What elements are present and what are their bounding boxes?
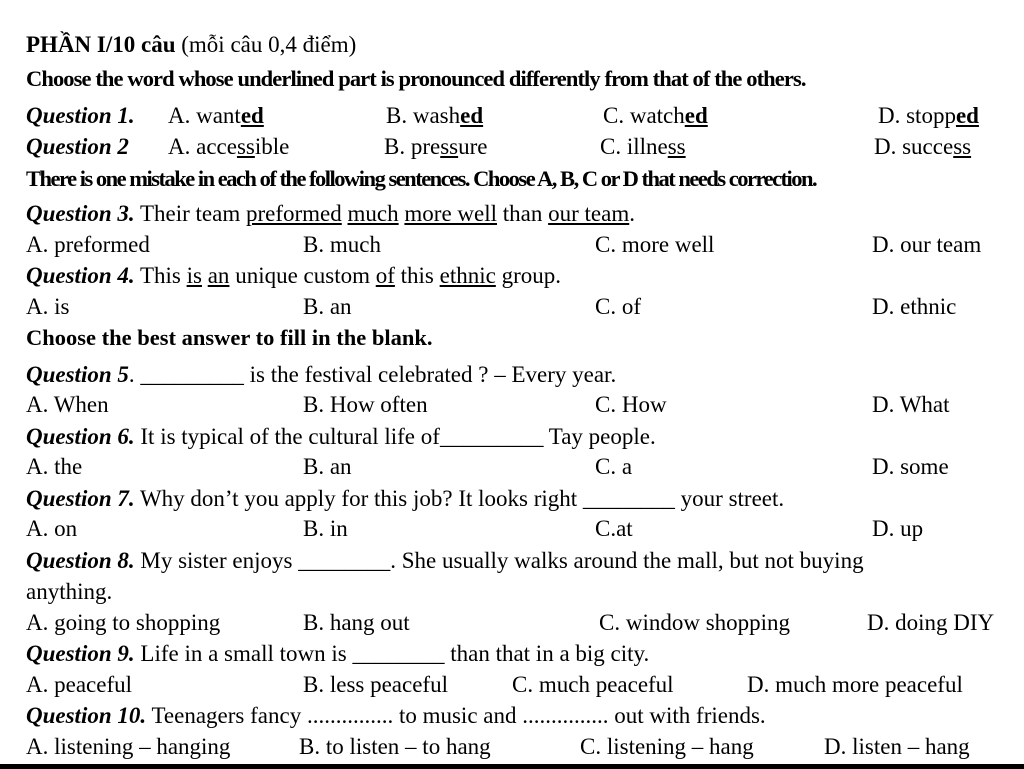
bottom-border <box>0 764 1024 769</box>
question-10-stem: Question 10. Teenagers fancy ............... to music and ............... out with friends. <box>26 703 766 728</box>
question-6-option-c: C. a <box>595 454 633 479</box>
section-title-points: (mỗi câu 0,4 điểm) <box>175 32 357 57</box>
question-10-blank-1: ............... <box>306 703 394 728</box>
question-8-stem-continued: anything. <box>26 579 113 604</box>
question-8-option-d: D. doing DIY <box>867 610 995 635</box>
question-8-option-a: A. going to shopping <box>26 610 221 635</box>
question-8-label: Question 8. <box>26 548 135 573</box>
question-6-blank: _________ <box>439 424 544 449</box>
question-6-option-b: B. an <box>303 454 352 479</box>
question-2-option-d: D. success <box>874 134 972 159</box>
question-8-option-b: B. hang out <box>303 610 410 635</box>
question-2-label: Question 2 <box>26 134 129 159</box>
question-7-option-d: D. up <box>872 516 924 541</box>
question-3-stem: Question 3. Their team preformed much more well than our team. <box>26 201 635 226</box>
question-1-row <box>26 102 1018 130</box>
question-9-blank: ________ <box>352 641 445 666</box>
question-2-option-b: B. pressure <box>384 134 488 159</box>
question-5-option-a: A. When <box>26 392 109 417</box>
question-10-option-b: B. to listen – to hang <box>299 734 491 759</box>
question-4-option-c: C. of <box>595 294 641 319</box>
question-4-label: Question 4. <box>26 263 135 288</box>
question-1-option-c: C. watched <box>603 103 708 128</box>
question-7-option-a: A. on <box>26 516 78 541</box>
section-title <box>26 31 1018 59</box>
question-6-stem: Question 6. It is typical of the cultural life of_________ Tay people. <box>26 424 656 449</box>
question-7-option-c: C.at <box>595 516 633 541</box>
question-9-label: Question 9. <box>26 641 135 666</box>
question-5-blank: _________ <box>140 362 244 387</box>
question-5-option-c: C. How <box>595 392 667 417</box>
question-5-option-d: D. What <box>872 392 950 417</box>
question-7-label: Question 7. <box>26 486 135 511</box>
instruction-mistake: There is one mistake in each of the following sentences. Choose A, B, C or D that needs correction. <box>26 166 817 191</box>
question-9-option-d: D. much more peaceful <box>747 672 963 697</box>
question-9-option-b: B. less peaceful <box>303 672 448 697</box>
question-3-label: Question 3. <box>26 201 135 226</box>
instruction-pronunciation: Choose the word whose underlined part is pronounced differently from that of the others. <box>26 66 806 91</box>
question-3-option-b: B. much <box>303 232 381 257</box>
question-1-label: Question 1. <box>26 103 135 128</box>
question-3-option-a: A. preformed <box>26 232 150 257</box>
question-10-option-c: C. listening – hang <box>580 734 754 759</box>
question-2-option-a: A. accessible <box>168 134 290 159</box>
question-4-option-d: D. ethnic <box>872 294 957 319</box>
question-1-option-d: D. stopped <box>878 103 979 128</box>
question-5-stem: Question 5. _________ is the festival celebrated ? – Every year. <box>26 362 617 387</box>
question-4-option-a: A. is <box>26 294 70 319</box>
question-3-option-c: C. more well <box>595 232 715 257</box>
question-8-blank: ________ <box>298 548 391 573</box>
question-5-option-b: B. How often <box>303 392 428 417</box>
question-4-option-b: B. an <box>303 294 352 319</box>
instruction-fill-blank: Choose the best answer to fill in the blank. <box>26 325 433 350</box>
question-1-option-a: A. wanted <box>168 103 264 128</box>
question-10-label: Question 10. <box>26 703 147 728</box>
question-6-label: Question 6. <box>26 424 135 449</box>
question-6-option-d: D. some <box>872 454 949 479</box>
question-7-stem: Question 7. Why don’t you apply for this job? It looks right ________ your street. <box>26 486 785 511</box>
question-10-blank-2: ............... <box>522 703 609 728</box>
question-9-stem: Question 9. Life in a small town is ________ than that in a big city. <box>26 641 650 666</box>
question-10-option-a: A. listening – hanging <box>26 734 231 759</box>
question-5-label: Question 5 <box>26 362 129 387</box>
question-4-stem: Question 4. This is an unique custom of this ethnic group. <box>26 263 562 288</box>
question-8-option-c: C. window shopping <box>599 610 791 635</box>
question-9-option-a: A. peaceful <box>26 672 132 697</box>
question-7-option-b: B. in <box>303 516 348 541</box>
section-title-bold: PHẦN I/10 câu <box>26 32 176 57</box>
question-8-stem: Question 8. My sister enjoys ________. She usually walks around the mall, but not buying <box>26 548 864 573</box>
question-7-blank: ________ <box>582 486 675 511</box>
question-2-option-c: C. illness <box>600 134 686 159</box>
question-3-option-d: D. our team <box>872 232 982 257</box>
question-2-row <box>26 133 1018 161</box>
question-10-option-d: D. listen – hang <box>824 734 970 759</box>
question-9-option-c: C. much peaceful <box>512 672 674 697</box>
question-6-option-a: A. the <box>26 454 83 479</box>
question-1-option-b: B. washed <box>386 103 484 128</box>
